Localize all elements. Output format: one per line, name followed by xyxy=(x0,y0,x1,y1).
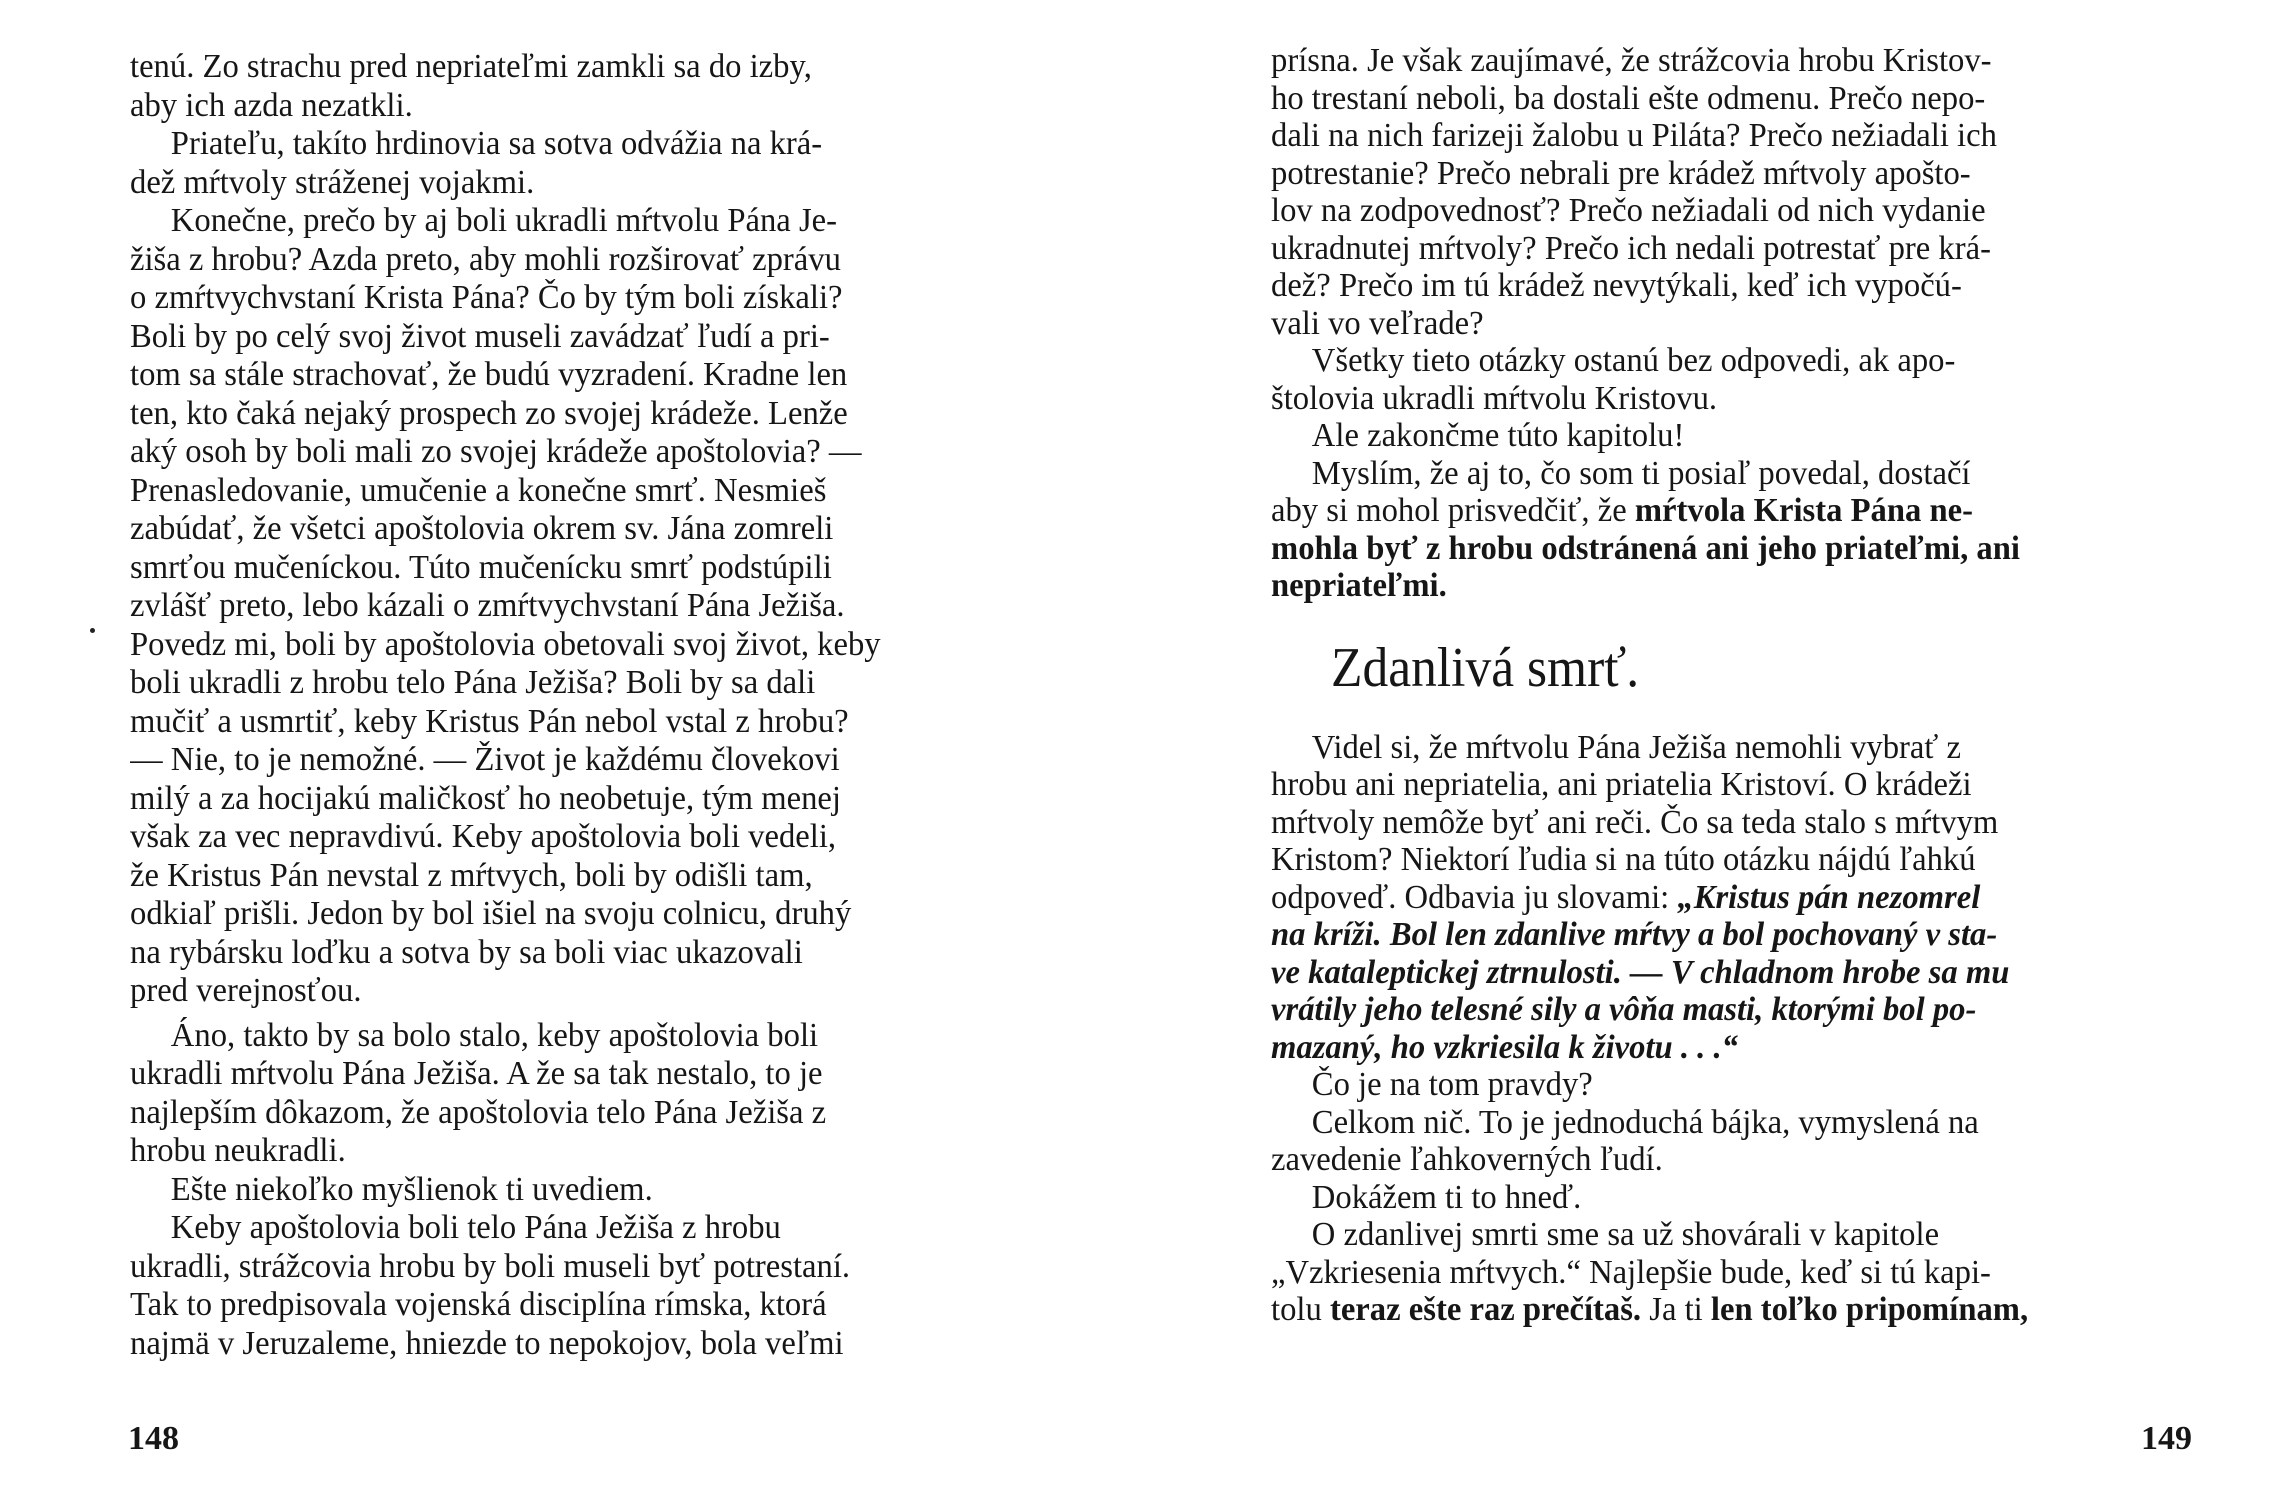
text-line: ukradnutej mŕtvoly? Prečo ich nedali potrestať pre krá- xyxy=(1271,229,1991,267)
text-line: ukradli mŕtvolu Pána Ježiša. A že sa tak nestalo, to je xyxy=(130,1055,823,1092)
text-line-mixed xyxy=(1271,492,2164,530)
text-line: ten, kto čaká nejaký prospech zo svojej krádeže. Lenže xyxy=(130,394,848,432)
text-line: mučiť a usmrtiť, keby Kristus Pán nebol vstal z hrobu? xyxy=(130,702,849,740)
text-line: „Vzkriesenia mŕtvych.“ Najlepšie bude, keď si tú kapi- xyxy=(1271,1253,1991,1291)
bold-run: mŕtvola Krista Pána ne- xyxy=(1634,492,1973,529)
text-run: odpoveď. Odbavia ju slovami: xyxy=(1271,878,1678,916)
text-line: milý a za hocijakú maličkosť ho neobetuje, tým menej xyxy=(130,779,841,817)
left-page-text xyxy=(130,48,1055,1363)
bold-run: len toľko pripomínam, xyxy=(1710,1291,2029,1328)
text-line-bold: nepriateľmi. xyxy=(1271,567,1447,604)
text-line: tenú. Zo strachu pred nepriateľmi zamkli sa do izby, xyxy=(130,48,812,85)
text-line: Dokážem ti to hneď. xyxy=(1271,1178,1582,1216)
text-line: aby ich azda nezatkli. xyxy=(130,86,413,124)
text-line: prísna. Je však zaujímavé, že strážcovia hrobu Kristov- xyxy=(1271,42,1992,79)
text-line: lov na zodpovednosť? Prečo nežiadali od nich vydanie xyxy=(1271,192,1986,229)
text-line-italic: na kríži. Bol len zdanlive mŕtvy a bol pochovaný v sta- xyxy=(1271,916,1998,953)
text-line: Keby apoštolovia boli telo Pána Ježiša z hrobu xyxy=(130,1209,781,1246)
text-line: Čo je na tom pravdy? xyxy=(1271,1066,1593,1103)
text-line: odkiaľ prišli. Jedon by bol išiel na svoju colnicu, druhý xyxy=(130,895,852,932)
text-line: potrestanie? Prečo nebrali pre krádež mŕtvoly apošto- xyxy=(1271,154,1971,192)
text-line: Povedz mi, boli by apoštolovia obetovali svoj život, keby xyxy=(130,625,881,663)
text-line: zvlášť preto, lebo kázali o zmŕtvychvstaní Pána Ježiša. xyxy=(130,587,845,624)
text-line-mixed xyxy=(1271,1291,2164,1329)
text-line: vali vo veľrade? xyxy=(1271,304,1484,342)
text-line-italic: vrátily jeho telesné sily a vôňa masti, ktorými bol po- xyxy=(1271,991,1977,1028)
text-line: ho trestaní neboli, ba dostali ešte odmenu. Prečo nepo- xyxy=(1271,79,1986,117)
section-heading: Zdanlivá smrť. xyxy=(1331,636,1640,699)
text-line: Priateľu, takíto hrdinovia sa sotva odvážia na krá- xyxy=(130,125,823,162)
text-line: dež mŕtvoly stráženej vojakmi. xyxy=(130,163,535,201)
text-line-italic: ve kataleptickej ztrnulosti. — V chladnom hrobe sa mu xyxy=(1271,953,2010,991)
text-line: Kristom? Niektorí ľudia si na túto otázku nájdú ľahkú xyxy=(1271,841,1976,878)
text-line: hrobu neukradli. xyxy=(130,1132,346,1169)
text-line: mŕtvoly nemôže byť ani reči. Čo sa teda stalo s mŕtvym xyxy=(1271,803,1999,841)
text-line-bold: mohla byť z hrobu odstránená ani jeho priateľmi, ani xyxy=(1271,529,2020,567)
text-line: smrťou mučeníckou. Túto mučenícku smrť podstúpili xyxy=(130,548,832,586)
text-line: však za vec nepravdivú. Keby apoštolovia boli vedeli, xyxy=(130,818,837,855)
text-line: ukradli, strážcovia hrobu by boli museli byť potrestaní. xyxy=(130,1247,851,1285)
page-number-right: 149 xyxy=(2141,1420,2192,1457)
text-line: hrobu ani nepriatelia, ani priatelia Kristoví. O krádeži xyxy=(1271,766,1972,803)
text-line: najmä v Jeruzaleme, hniezde to nepokojov, bola veľmi xyxy=(130,1324,844,1362)
text-line: Ešte niekoľko myšlienok ti uvediem. xyxy=(130,1170,653,1208)
italic-run: „Kristus pán nezomrel xyxy=(1677,878,1981,916)
text-line: dež? Prečo im tú krádež nevytýkali, keď ich vypočú- xyxy=(1271,267,1962,304)
text-line: Tak to predpisovala vojenská disciplína rímska, ktorá xyxy=(130,1286,827,1323)
text-line: O zdanlivej smrti sme sa už shovárali v kapitole xyxy=(1271,1216,1940,1253)
text-line: Konečne, prečo by aj boli ukradli mŕtvolu Pána Je- xyxy=(130,202,838,239)
text-run: aby si mohol prisvedčiť, že xyxy=(1271,492,1635,529)
page-number-left: 148 xyxy=(128,1420,179,1457)
text-line: Všetky tieto otázky ostanú bez odpovedi, ak apo- xyxy=(1271,342,1956,379)
text-line: zavedenie ľahkoverných ľudí. xyxy=(1271,1141,1663,1178)
text-line: Boli by po celý svoj život museli zavádzať ľudí a pri- xyxy=(130,317,830,355)
text-line: Myslím, že aj to, čo som ti posiaľ povedal, dostačí xyxy=(1271,454,1971,492)
text-line-italic: mazaný, ho vzkriesila k životu . . .“ xyxy=(1271,1028,1738,1066)
text-line: Ale zakončme túto kapitolu! xyxy=(1271,417,1685,454)
text-line: aký osoh by boli mali zo svojej krádeže apoštolovia? — xyxy=(130,433,862,470)
text-line: Videl si, že mŕtvolu Pána Ježiša nemohli vybrať z xyxy=(1271,728,1961,766)
text-line: štolovia ukradli mŕtvolu Kristovu. xyxy=(1271,379,1718,417)
text-line: najlepším dôkazom, že apoštolovia telo Pána Ježiša z xyxy=(130,1093,827,1131)
bold-run: teraz ešte raz prečítaš. xyxy=(1329,1291,1642,1328)
text-line: boli ukradli z hrobu telo Pána Ježiša? Boli by sa dali xyxy=(130,664,816,701)
text-line: zabúdať, že všetci apoštolovia okrem sv. Jána zomreli xyxy=(130,510,834,547)
text-line: Celkom nič. To je jednoduchá bájka, vymyslená na xyxy=(1271,1103,1979,1141)
text-line: o zmŕtvychvstaní Krista Pána? Čo by tým boli získali? xyxy=(130,279,843,316)
text-line: žiša z hrobu? Azda preto, aby mohli rozširovať zprávu xyxy=(130,240,841,278)
text-run: Ja ti xyxy=(1641,1291,1711,1328)
text-line: — Nie, to je nemožné. — Život je každému človekovi xyxy=(130,741,840,778)
text-line: tom sa stále strachovať, že budú vyzradení. Kradne len xyxy=(130,356,848,393)
text-run: tolu xyxy=(1271,1291,1330,1328)
text-line: Áno, takto by sa bolo stalo, keby apoštolovia boli xyxy=(130,1016,819,1054)
text-line: pred verejnosťou. xyxy=(130,972,362,1009)
right-page-text xyxy=(1271,42,2201,1329)
right-page xyxy=(1146,0,2292,1500)
text-line: že Kristus Pán nevstal z mŕtvych, boli by odišli tam, xyxy=(130,856,813,894)
text-line-mixed xyxy=(1271,879,2164,917)
text-line: Prenasledovanie, umučenie a konečne smrť. Nesmieš xyxy=(130,471,827,509)
print-speck xyxy=(90,628,95,633)
text-line: dali na nich farizeji žalobu u Piláta? Prečo nežiadali ich xyxy=(1271,117,1997,154)
text-line: na rybársku loďku a sotva by sa boli viac ukazovali xyxy=(130,933,803,971)
